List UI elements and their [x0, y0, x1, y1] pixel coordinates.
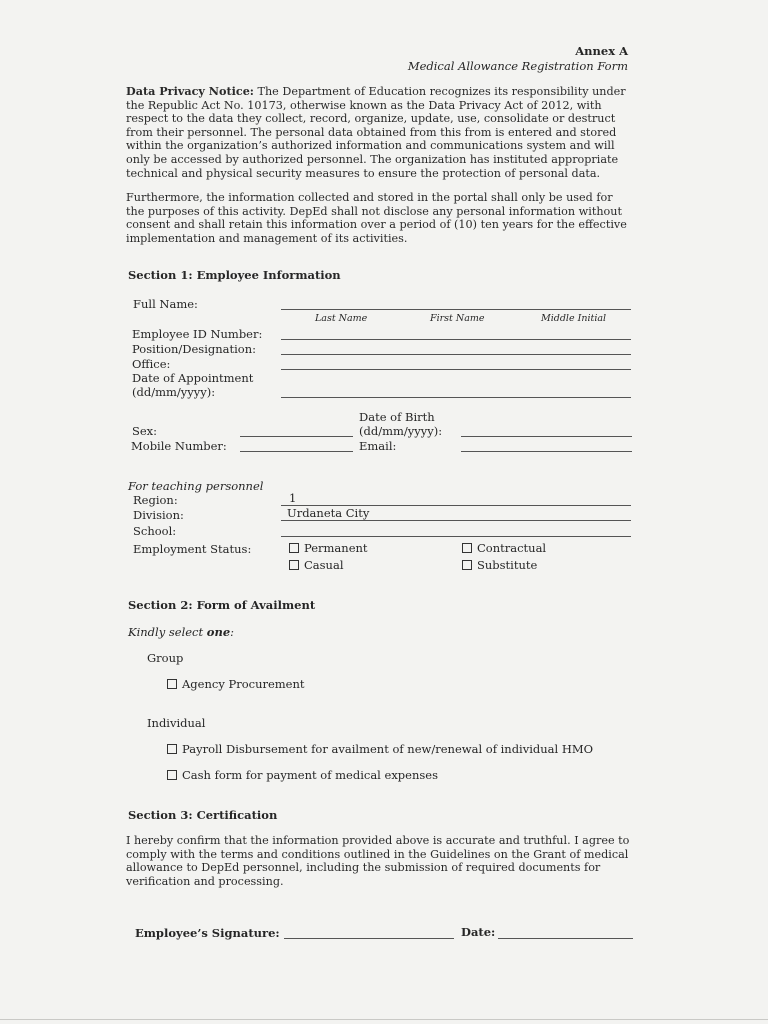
- birth-line[interactable]: [461, 436, 632, 437]
- certification-text: I hereby confirm that the information provided above is accurate and truthful. I agree to comply with the terms and conditions outlined in the Guidelines on the Grant of medical allowance to DepEd personnel, including the submission of required documents for verification and processing.: [126, 834, 630, 888]
- division-value: Urdaneta City: [287, 506, 370, 520]
- full-name-label: Full Name:: [133, 297, 198, 311]
- office-line[interactable]: [281, 369, 631, 370]
- employee-id-label: Employee ID Number:: [132, 327, 263, 341]
- checkbox-substitute[interactable]: [462, 560, 472, 570]
- signature-label: Employee’s Signature:: [135, 926, 280, 940]
- instruction-suffix: :: [230, 625, 235, 639]
- email-label: Email:: [359, 439, 397, 453]
- school-label: School:: [133, 524, 177, 538]
- status-casual[interactable]: [289, 558, 344, 572]
- individual-label: Individual: [147, 716, 206, 730]
- first-name-caption: First Name: [430, 313, 485, 324]
- birth-label-1: Date of Birth: [359, 410, 435, 424]
- section3-title: Section 3: Certification: [128, 808, 278, 822]
- birth-label-2: (dd/mm/yyyy):: [359, 424, 443, 438]
- status-contractual[interactable]: [462, 541, 546, 555]
- appointment-label-1: Date of Appointment: [132, 371, 254, 385]
- full-name-line[interactable]: [281, 309, 631, 310]
- option-agency-procurement[interactable]: [167, 677, 305, 691]
- status-casual-label: Casual: [304, 558, 344, 572]
- annex-title: Annex A: [575, 44, 628, 58]
- page-bottom-edge: [0, 1019, 768, 1020]
- email-line[interactable]: [461, 451, 632, 452]
- section2-title: Section 2: Form of Availment: [128, 598, 316, 612]
- form-name: Medical Allowance Registration Form: [407, 59, 628, 73]
- region-label: Region:: [133, 493, 178, 507]
- position-line[interactable]: [281, 354, 631, 355]
- status-substitute[interactable]: [462, 558, 537, 572]
- teaching-label: For teaching personnel: [128, 479, 264, 493]
- checkbox-casual[interactable]: [289, 560, 299, 570]
- division-label: Division:: [133, 508, 184, 522]
- option-payroll-disbursement[interactable]: [167, 742, 593, 756]
- checkbox-cash-form[interactable]: [167, 770, 177, 780]
- appointment-label-2: (dd/mm/yyyy):: [132, 385, 216, 399]
- instruction-bold: one: [206, 625, 231, 639]
- last-name-caption: Last Name: [315, 313, 368, 324]
- date-label: Date:: [461, 925, 496, 939]
- status-permanent-label: Permanent: [304, 541, 368, 555]
- middle-initial-caption: Middle Initial: [541, 313, 607, 324]
- checkbox-permanent[interactable]: [289, 543, 299, 553]
- group-label: Group: [147, 651, 184, 665]
- privacy-paragraph-2: Furthermore, the information collected and stored in the portal shall only be used for the purposes of this activity. DepEd shall not disclose any personal information without consent and shall retain this information over a period of (10) ten years for the effective implementation and management of its activities.: [126, 191, 627, 245]
- select-instruction: [128, 625, 234, 639]
- checkbox-agency-procurement[interactable]: [167, 679, 177, 689]
- payroll-disbursement-label: Payroll Disbursement for availment of new/renewal of individual HMO: [182, 742, 594, 756]
- mobile-line[interactable]: [240, 451, 353, 452]
- privacy-paragraph-1: The Department of Education recognizes its responsibility under the Republic Act No. 10173, otherwise known as the Data Privacy Act of 2012, with respect to the data they collect, record, organize, update, use, consolidate or destruct from their personnel. The personal data obtained from this from is entered and stored within the organization’s authorized information and communications system and will only be accessed by authorized personnel. The organization has instituted appropriate technical and physical security measures to ensure the protection of personal data.: [126, 85, 626, 180]
- appointment-line[interactable]: [281, 397, 631, 398]
- instruction-prefix: Kindly select: [128, 625, 207, 639]
- office-label: Office:: [132, 357, 171, 371]
- sex-label: Sex:: [132, 424, 158, 438]
- date-line[interactable]: [498, 938, 633, 939]
- section1-title: Section 1: Employee Information: [128, 268, 341, 282]
- mobile-label: Mobile Number:: [131, 439, 227, 453]
- position-label: Position/Designation:: [132, 342, 257, 356]
- checkbox-payroll-disbursement[interactable]: [167, 744, 177, 754]
- school-line[interactable]: [281, 536, 631, 537]
- cash-form-label: Cash form for payment of medical expenses: [182, 768, 438, 782]
- division-line[interactable]: [281, 520, 631, 521]
- employment-status-label: Employment Status:: [133, 542, 252, 556]
- agency-procurement-label: Agency Procurement: [182, 677, 305, 691]
- privacy-label: Data Privacy Notice:: [126, 84, 254, 98]
- employee-id-line[interactable]: [281, 339, 631, 340]
- option-cash-form[interactable]: [167, 768, 438, 782]
- privacy-notice: [126, 85, 632, 180]
- status-contractual-label: Contractual: [477, 541, 547, 555]
- status-substitute-label: Substitute: [477, 558, 538, 572]
- signature-line[interactable]: [284, 938, 454, 939]
- status-permanent[interactable]: [289, 541, 368, 555]
- region-value: 1: [289, 491, 297, 505]
- sex-line[interactable]: [240, 436, 353, 437]
- checkbox-contractual[interactable]: [462, 543, 472, 553]
